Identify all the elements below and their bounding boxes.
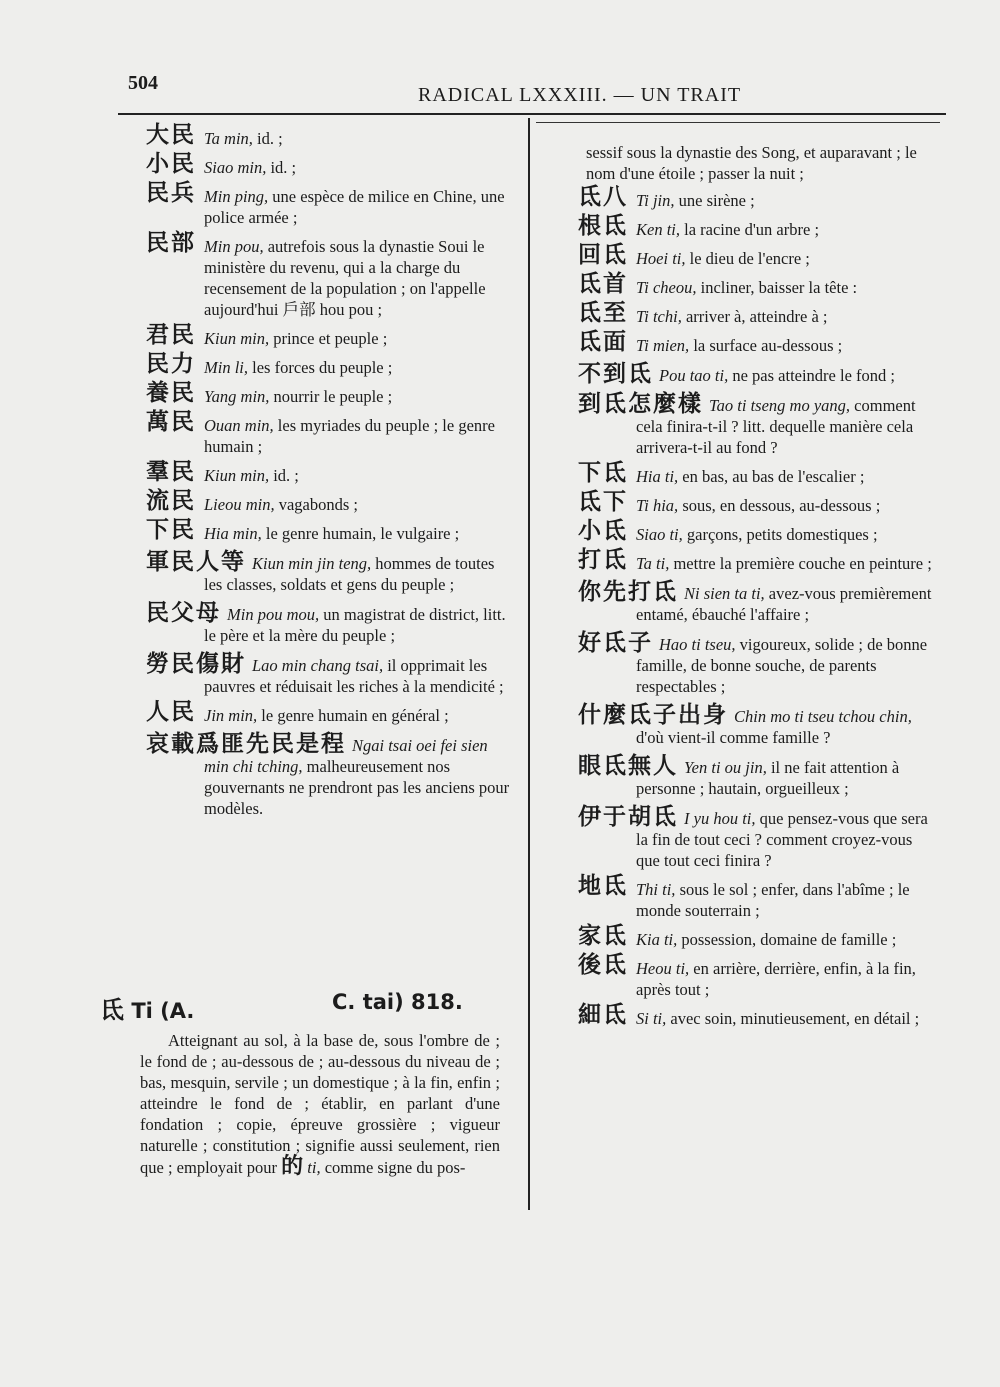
- entry-definition: d'où vient-il comme famille ?: [636, 728, 831, 747]
- dictionary-entry: [146, 351, 516, 378]
- dictionary-entry: [578, 518, 934, 545]
- entry-romanization: Yen ti ou jin,: [684, 758, 767, 777]
- entry-romanization: Ti cheou,: [636, 278, 697, 297]
- entry-definition: nourrir le peuple ;: [273, 387, 393, 406]
- entry-characters: 伊于胡氐: [578, 804, 678, 830]
- entry-definition: la racine d'un arbre ;: [684, 220, 820, 239]
- right-column: [578, 184, 934, 1037]
- entry-characters: 羣民: [146, 459, 196, 485]
- dictionary-entry: [146, 517, 516, 544]
- entry-definition: id. ;: [257, 129, 283, 148]
- entry-characters: 下氐: [578, 460, 628, 486]
- entry-characters: 民父母: [146, 600, 221, 626]
- entry-definition: hommes de toutes les classes, soldats et gens du peuple ;: [204, 554, 495, 594]
- entry-definition: que pensez-vous que sera la fin de tout ceci ? comment croyez-vous que tout ceci finira ?: [636, 809, 928, 870]
- dictionary-entry: [146, 459, 516, 486]
- entry-definition: id. ;: [270, 158, 297, 177]
- entry-characters: 民部: [146, 230, 196, 256]
- entry-definition: garçons, petits domestiques ;: [686, 525, 878, 544]
- dictionary-entry: [578, 361, 934, 387]
- dictionary-entry: [146, 230, 516, 320]
- head-entry: [100, 990, 510, 1025]
- entry-definition: prince et peuple ;: [273, 329, 388, 348]
- entry-definition: la surface au-dessous ;: [693, 336, 843, 355]
- entry-characters: 民兵: [146, 180, 196, 206]
- entry-definition: vagabonds ;: [278, 495, 358, 514]
- entry-romanization: Heou ti,: [636, 959, 690, 978]
- entry-romanization: Ti tchi,: [636, 307, 682, 326]
- entry-characters: 軍民人等: [146, 549, 246, 575]
- dictionary-entry: [146, 409, 516, 457]
- entry-romanization: Tao ti tseng mo yang,: [709, 396, 851, 415]
- entry-definition: incliner, baisser la tête :: [700, 278, 858, 297]
- definition-paragraph: [140, 1030, 500, 1178]
- entry-romanization: Siao ti,: [636, 525, 683, 544]
- dictionary-entry: [578, 489, 934, 516]
- entry-characters: 回氐: [578, 242, 628, 268]
- dictionary-entry: [578, 213, 934, 240]
- dictionary-entry: [578, 873, 934, 921]
- dictionary-entry: [578, 702, 934, 748]
- entry-characters: 下民: [146, 517, 196, 543]
- dictionary-entry: [578, 923, 934, 950]
- entry-definition: autrefois sous la dynastie Soui le ministère du revenu, qui a la charge du recensement de la population ; on l'appelle aujourd'hui 戶部 hou pou ;: [204, 237, 486, 319]
- entry-characters: 眼氐無人: [578, 753, 678, 779]
- entry-definition: une espèce de milice en Chine, une police armée ;: [204, 187, 505, 227]
- entry-romanization: Ouan min,: [204, 416, 274, 435]
- entry-definition: en arrière, derrière, enfin, à la fin, après tout ;: [636, 959, 916, 999]
- dictionary-entry: [578, 579, 934, 625]
- definition-character: 的: [281, 1154, 304, 1179]
- dictionary-entry: [578, 300, 934, 327]
- header-rule: [118, 113, 946, 115]
- entry-romanization: Kiun min,: [204, 466, 270, 485]
- entry-definition: en bas, au bas de l'escalier ;: [682, 467, 865, 486]
- dictionary-entry: [146, 549, 516, 595]
- dictionary-entry: [146, 600, 516, 646]
- entry-characters: 氐至: [578, 300, 628, 326]
- dictionary-entry: [578, 1002, 934, 1029]
- entry-characters: 養民: [146, 380, 196, 406]
- entry-romanization: Min pou,: [204, 237, 264, 256]
- dictionary-entry: [578, 460, 934, 487]
- entry-characters: 小氐: [578, 518, 628, 544]
- entry-definition: sous, en dessous, au-dessous ;: [682, 496, 881, 515]
- entry-romanization: Hoei ti,: [636, 249, 686, 268]
- entry-romanization: Lieou min,: [204, 495, 275, 514]
- entry-romanization: Min pou mou,: [227, 605, 320, 624]
- dictionary-entry: [146, 151, 516, 178]
- dictionary-entry: [578, 753, 934, 799]
- dictionary-entry: [578, 804, 934, 871]
- entry-characters: 萬民: [146, 409, 196, 435]
- entry-characters: 根氐: [578, 213, 628, 239]
- entry-characters: 到氐怎麼樣: [578, 391, 703, 417]
- entry-characters: 氐下: [578, 489, 628, 515]
- entry-romanization: Pou tao ti,: [659, 366, 729, 385]
- dictionary-entry: [146, 322, 516, 349]
- entry-romanization: Ken ti,: [636, 220, 680, 239]
- entry-romanization: Thi ti,: [636, 880, 676, 899]
- dictionary-entry: [578, 242, 934, 269]
- column-divider: [528, 118, 530, 1210]
- dictionary-entry: [146, 731, 516, 819]
- entry-romanization: Min ping,: [204, 187, 269, 206]
- entry-romanization: Ti mien,: [636, 336, 690, 355]
- entry-characters: 小民: [146, 151, 196, 177]
- entry-definition: une sirène ;: [678, 191, 755, 210]
- dictionary-entry: [146, 699, 516, 726]
- head-entry-reference: C. tai) 818.: [332, 990, 463, 1014]
- entry-definition: il ne fait attention à personne ; hautain, orgueilleux ;: [636, 758, 900, 798]
- entry-characters: 君民: [146, 322, 196, 348]
- dictionary-entry: [146, 651, 516, 697]
- dictionary-entry: [146, 122, 516, 149]
- definition-romanization: ti,: [307, 1158, 321, 1177]
- entry-romanization: Si ti,: [636, 1009, 667, 1028]
- entry-romanization: Lao min chang tsai,: [252, 656, 384, 675]
- dictionary-entry: [578, 184, 934, 211]
- entry-romanization: Yang min,: [204, 387, 270, 406]
- entry-characters: 氐面: [578, 329, 628, 355]
- entry-definition: le genre humain, le vulgaire ;: [265, 524, 460, 543]
- dictionary-entry: [578, 952, 934, 1000]
- entry-characters: 勞民傷財: [146, 651, 246, 677]
- entry-definition: arriver à, atteindre à ;: [685, 307, 828, 326]
- entry-definition: le dieu de l'encre ;: [689, 249, 810, 268]
- dictionary-entry: [578, 391, 934, 458]
- entry-romanization: Chin mo ti tseu tchou chin,: [734, 707, 912, 726]
- header-rule-right: [536, 122, 940, 123]
- entry-characters: 氐八: [578, 184, 628, 210]
- entry-characters: 打氐: [578, 547, 628, 573]
- entry-characters: 後氐: [578, 952, 628, 978]
- entry-characters: 家氐: [578, 923, 628, 949]
- page-number: 504: [128, 72, 158, 94]
- entry-definition: possession, domaine de famille ;: [681, 930, 897, 949]
- entry-characters: 民力: [146, 351, 196, 377]
- entry-romanization: Siao min,: [204, 158, 267, 177]
- definition-text: Atteignant au sol, à la base de, sous l'ombre de ; le fond de ; au-dessous de ; au-dessous du niveau de ; bas, mesquin, servile ; un domestique ; à la fin, enfin ; atteindre le fond de ; établir, en parlant d'une fondation ; copie, épreuve grossière ; vigueur naturelle ; constitution ; signifie aussi seulement, rien que ; employait pour: [140, 1031, 500, 1177]
- entry-romanization: Ngai tsai oei fei sien min chi tching,: [204, 736, 488, 776]
- entry-definition: les forces du peuple ;: [252, 358, 393, 377]
- entry-romanization: Hia min,: [204, 524, 262, 543]
- entry-definition: comment cela finira-t-il ? litt. dequelle manière cela arrivera-t-il au fond ?: [636, 396, 916, 457]
- entry-romanization: Kiun min jin teng,: [252, 554, 372, 573]
- entry-characters: 大民: [146, 122, 196, 148]
- entry-romanization: Ta ti,: [636, 554, 670, 573]
- entry-definition: le genre humain en général ;: [261, 706, 449, 725]
- entry-definition: un magistrat de district, litt. le père et la mère du peuple ;: [204, 605, 506, 645]
- left-column: [146, 122, 516, 827]
- entry-romanization: I yu hou ti,: [684, 809, 756, 828]
- entry-characters: 地氐: [578, 873, 628, 899]
- entry-romanization: Ta min,: [204, 129, 253, 148]
- entry-definition: id. ;: [273, 466, 299, 485]
- entry-characters: 細氐: [578, 1002, 628, 1028]
- entry-romanization: Min li,: [204, 358, 248, 377]
- entry-characters: 好氐子: [578, 630, 653, 656]
- entry-romanization: Ni sien ta ti,: [684, 584, 765, 603]
- entry-romanization: Hao ti tseu,: [659, 635, 736, 654]
- entry-definition: sous le sol ; enfer, dans l'abîme ; le monde souterrain ;: [636, 880, 910, 920]
- entry-definition: il opprimait les pauvres et réduisait les riches à la mendicité ;: [204, 656, 504, 696]
- entry-characters: 你先打氐: [578, 579, 678, 605]
- head-entry-label: Ti (A.: [131, 999, 195, 1023]
- entry-definition: avec soin, minutieusement, en détail ;: [670, 1009, 920, 1028]
- dictionary-entry: [578, 630, 934, 697]
- entry-definition: malheureusement nos gouvernants ne prendront pas les anciens pour modèles.: [204, 757, 510, 818]
- entry-characters: 氐首: [578, 271, 628, 297]
- entry-romanization: Jin min,: [204, 706, 258, 725]
- entry-characters: 人民: [146, 699, 196, 725]
- dictionary-entry: [146, 180, 516, 228]
- entry-characters: 哀載爲匪先民是程: [146, 731, 346, 757]
- running-head: RADICAL LXXXIII. — UN TRAIT: [418, 84, 742, 106]
- dictionary-entry: [578, 271, 934, 298]
- entry-definition: vigoureux, solide ; de bonne famille, de bonne souche, de parents respectables ;: [636, 635, 928, 696]
- entry-definition: avez-vous premièrement entamé, ébauché l'affaire ;: [636, 584, 932, 624]
- dictionary-entry: [146, 488, 516, 515]
- dictionary-entry: [578, 329, 934, 356]
- head-entry-character: 氐: [100, 996, 124, 1024]
- entry-romanization: Kiun min,: [204, 329, 270, 348]
- entry-romanization: Hia ti,: [636, 467, 679, 486]
- entry-characters: 流民: [146, 488, 196, 514]
- right-column-intro: sessif sous la dynastie des Song, et auparavant ; le nom d'une étoile ; passer la nuit ;: [586, 143, 917, 183]
- definition-text-end: comme signe du pos-: [324, 1158, 466, 1177]
- entry-romanization: Ti hia,: [636, 496, 679, 515]
- entry-definition: mettre la première couche en peinture ;: [673, 554, 932, 573]
- entry-characters: 不到氐: [578, 361, 653, 387]
- dictionary-entry: [146, 380, 516, 407]
- entry-definition: les myriades du peuple ; le genre humain ;: [204, 416, 495, 456]
- dictionary-entry: [578, 547, 934, 574]
- entry-definition: ne pas atteindre le fond ;: [732, 366, 895, 385]
- entry-romanization: Ti jin,: [636, 191, 675, 210]
- entry-characters: 什麼氐子出身: [578, 702, 728, 728]
- entry-romanization: Kia ti,: [636, 930, 678, 949]
